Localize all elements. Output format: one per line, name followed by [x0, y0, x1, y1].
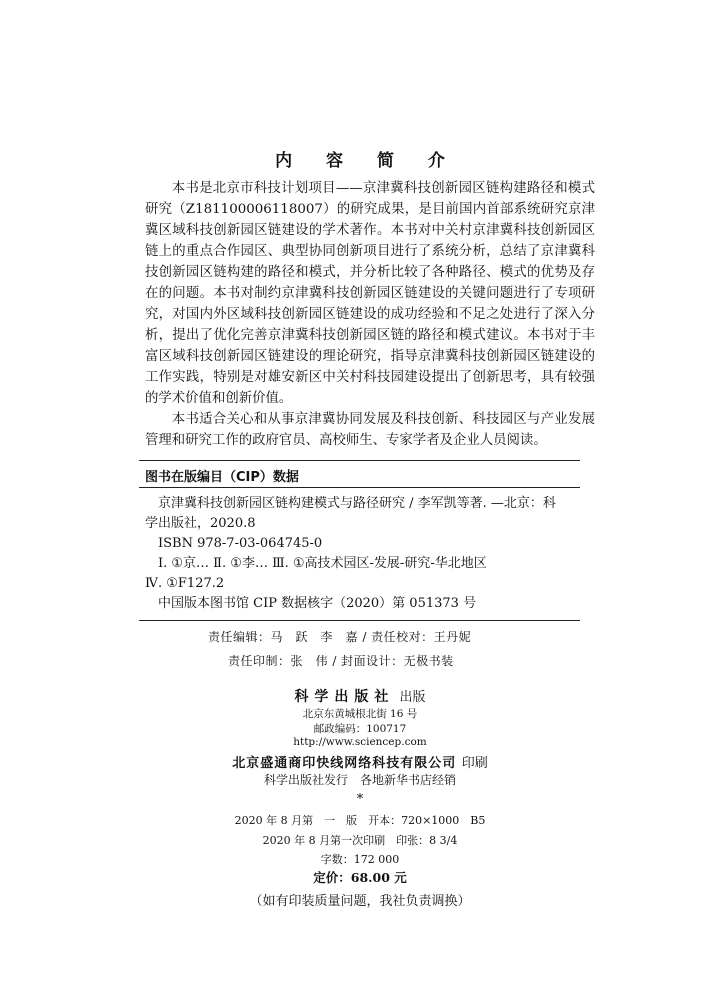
- printer-suffix: 印刷: [461, 756, 488, 771]
- cip-top-rule: [139, 460, 580, 461]
- cip-record: [145, 494, 585, 614]
- publisher-postcode: 邮政编码：100717: [313, 723, 407, 735]
- publisher-suffix: 出版: [399, 690, 426, 705]
- word-count: 字数：172 000: [320, 853, 400, 866]
- printer-line: [0, 752, 720, 771]
- cip-publisher-line: 学出版社，2020.8: [145, 516, 256, 531]
- publisher-name: 科学出版社: [294, 689, 395, 705]
- printer-name: 北京盛通商印快线网络科技有限公司: [232, 756, 457, 771]
- cip-number: 中国版本图书馆 CIP 数据核字（2020）第 051373 号: [158, 596, 477, 611]
- abstract: [145, 178, 595, 451]
- quality-notice: （如有印装质量问题，我社负责调换）: [249, 894, 471, 909]
- cip-header-rule: [139, 487, 580, 488]
- publisher-url: http://www.sciencep.com: [293, 736, 427, 748]
- cip-isbn: ISBN 978-7-03-064745-0: [158, 536, 323, 551]
- publisher-address: 北京东黄城根北街 16 号: [302, 708, 418, 720]
- separator-star: *: [356, 792, 364, 807]
- publisher-line: [0, 686, 720, 706]
- cip-title-line: 京津冀科技创新园区链构建模式与路径研究 / 李军凯等著. —北京：科: [158, 496, 556, 511]
- cip-bottom-rule: [139, 620, 580, 621]
- cip-classification-2: Ⅳ. ①F127.2: [145, 576, 225, 591]
- page-title: 内 容 简 介: [275, 151, 459, 171]
- printing-line: 2020 年 8 月第一次印刷 印张：8 3/4: [262, 834, 458, 847]
- price: 定价：68.00 元: [313, 870, 407, 885]
- editor-credits: 责任编辑：马 跃 李 嘉 / 责任校对：王丹妮: [208, 630, 472, 644]
- production-credits: 责任印制：张 伟 / 封面设计：无极书装: [228, 654, 454, 668]
- distribution-line: 科学出版社发行 各地新华书店经销: [263, 773, 456, 787]
- cip-classification-1: Ⅰ. ①京… Ⅱ. ①李… Ⅲ. ①高技术园区-发展-研究-华北地区: [158, 556, 487, 571]
- abstract-paragraph-1: 本书是北京市科技计划项目——京津冀科技创新园区链构建路径和模式研究（Z181100006118007）的研究成果，是目前国内首部系统研究京津冀区域科技创新园区链建设的学术著作。本书对中关村京津冀科技创新园区链上的重点合作园区、典型协同创新项目进行了系统分析，总结了京津冀科技创新园区链构建的路径和模式，并分析比较了各种路径、模式的优势及存在的问题。本书对制约京津冀科技创新园区链建设的关键问题进行了专项研究，对国内外区域科技创新园区链建设的成功经验和不足之处进行了深入分析，提出了优化完善京津冀科技创新园区链的路径和模式建议。本书对于丰富区域科技创新园区链建设的理论研究，指导京津冀科技创新园区链建设的工作实践，特别是对雄安新区中关村科技园建设提出了创新思考，具有较强的学术价值和创新价值。: [145, 181, 595, 406]
- edition-line: 2020 年 8 月第 一 版 开本：720×1000 B5: [234, 814, 486, 827]
- cip-heading: 图书在版编目（CIP）数据: [145, 470, 299, 485]
- abstract-paragraph-2: 本书适合关心和从事京津冀协同发展及科技创新、科技园区与产业发展管理和研究工作的政府官员、高校师生、专家学者及企业人员阅读。: [145, 412, 595, 448]
